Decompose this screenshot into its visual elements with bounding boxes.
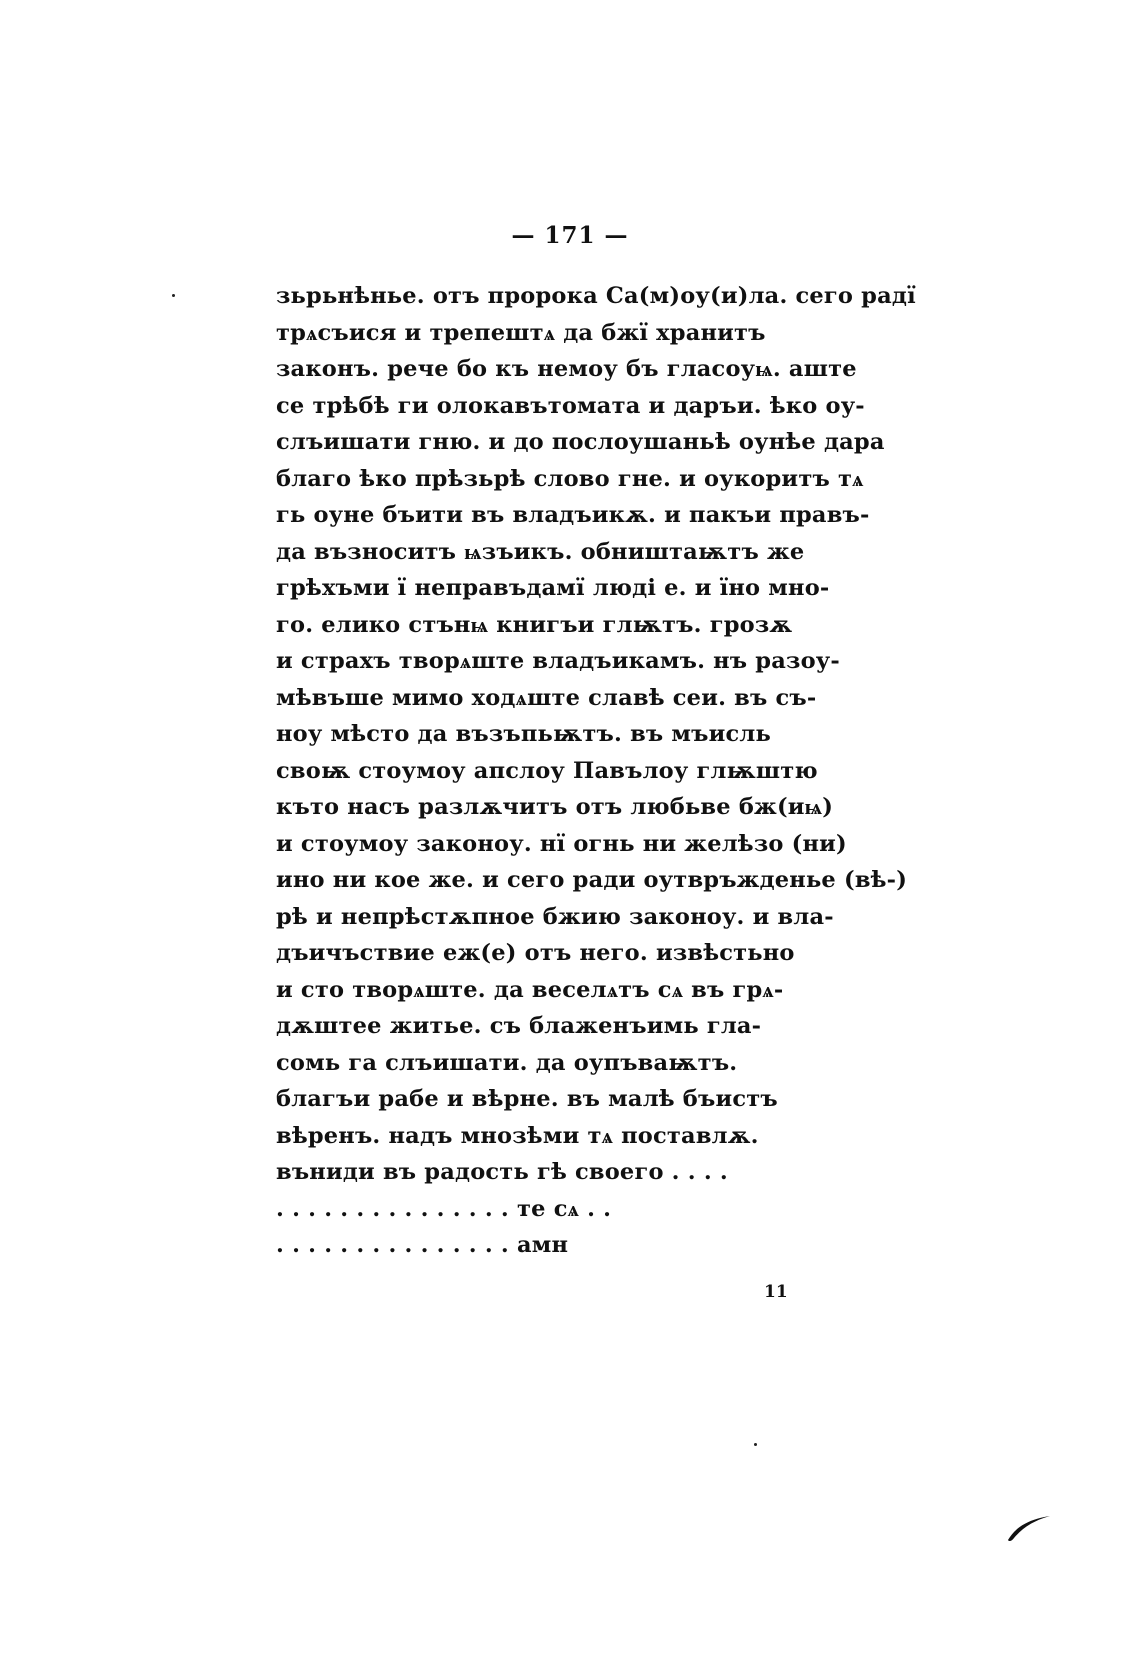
sheet-signature: 11 — [764, 1282, 788, 1302]
line-text: слъишати гню. и до послоушаньѣ оунѣе дара — [276, 429, 885, 455]
line-text: да възноситъ ѩзъикъ. обништаѭтъ же — [276, 538, 805, 565]
line-text: сомь га слъишати. да оупъваѭтъ. — [276, 1049, 738, 1076]
line-text: мѣвъше мимо ходѧште славѣ сеи. въ съ- — [276, 684, 817, 711]
line-text: и стоумоу законоу. нї огнь ни желѣзо (ни) — [276, 830, 847, 857]
page-number: — 171 — — [511, 222, 629, 249]
line-text: ино ни кое же. и сего ради оутвръжденье (вѣ-) — [276, 867, 908, 893]
line-text: се трѣбѣ ги олокавътомата и даръи. ѣко оу- — [276, 392, 865, 419]
speck-mark — [754, 1443, 757, 1446]
line-text: грѣхъми ї неправъдамї людi е. и їно мно- — [276, 575, 830, 601]
line-text: . . . . . . . . . . . . . . . те сѧ . . — [276, 1195, 612, 1222]
line-text: . . . . . . . . . . . . . . . амн — [276, 1232, 569, 1258]
line-text: къто насъ разлѫчитъ отъ любьве бж(иѩ) — [276, 794, 834, 820]
line-text: благъи рабе и вѣрне. въ малѣ бъистъ — [276, 1086, 778, 1112]
line-text: гь оуне бъити въ владъикѫ. и пакъи правъ- — [276, 502, 870, 528]
pen-stroke-mark — [1006, 1510, 1054, 1544]
line-text: рѣ и непрѣстѫпное бжию законоу. и вла- — [276, 903, 834, 930]
line-text: ноу мѣсто да възъпьѭтъ. въ мъисль — [276, 721, 771, 747]
line-text: дѫштее житье. съ блаженъимь гла- — [276, 1013, 762, 1039]
line-text: и страхъ творѧште владъикамъ. нъ разоу- — [276, 648, 840, 674]
line-text: зьрьнѣнье. отъ пророка Са(м)оу(и)ла. сего радї — [276, 283, 916, 309]
line-text: дъичъствие еж(е) отъ него. извѣстьно — [276, 940, 795, 966]
line-text: вѣренъ. надъ мнозѣми тѧ поставлѫ. — [276, 1122, 759, 1149]
speck-mark — [172, 294, 175, 297]
line-text: законъ. рече бо къ немоу бъ гласоуѩ. аште — [276, 356, 857, 382]
line-text: трѧсъися и трепештѧ да бжї хранитъ — [276, 319, 766, 346]
line-text: и сто творѧште. да веселѧтъ сѧ въ грѧ- — [276, 976, 784, 1003]
line-text: го. елико стънѩ книгъи глѭтъ. грозѫ — [276, 611, 793, 638]
line-text: благо ѣко прѣзьрѣ слово гне. и оукоритъ тѧ — [276, 465, 864, 492]
line-text: въниди въ радость гѣ своего . . . . — [276, 1159, 728, 1185]
line-text: своѭ стоумоу апслоу Павълоу глѭштю — [276, 757, 818, 784]
